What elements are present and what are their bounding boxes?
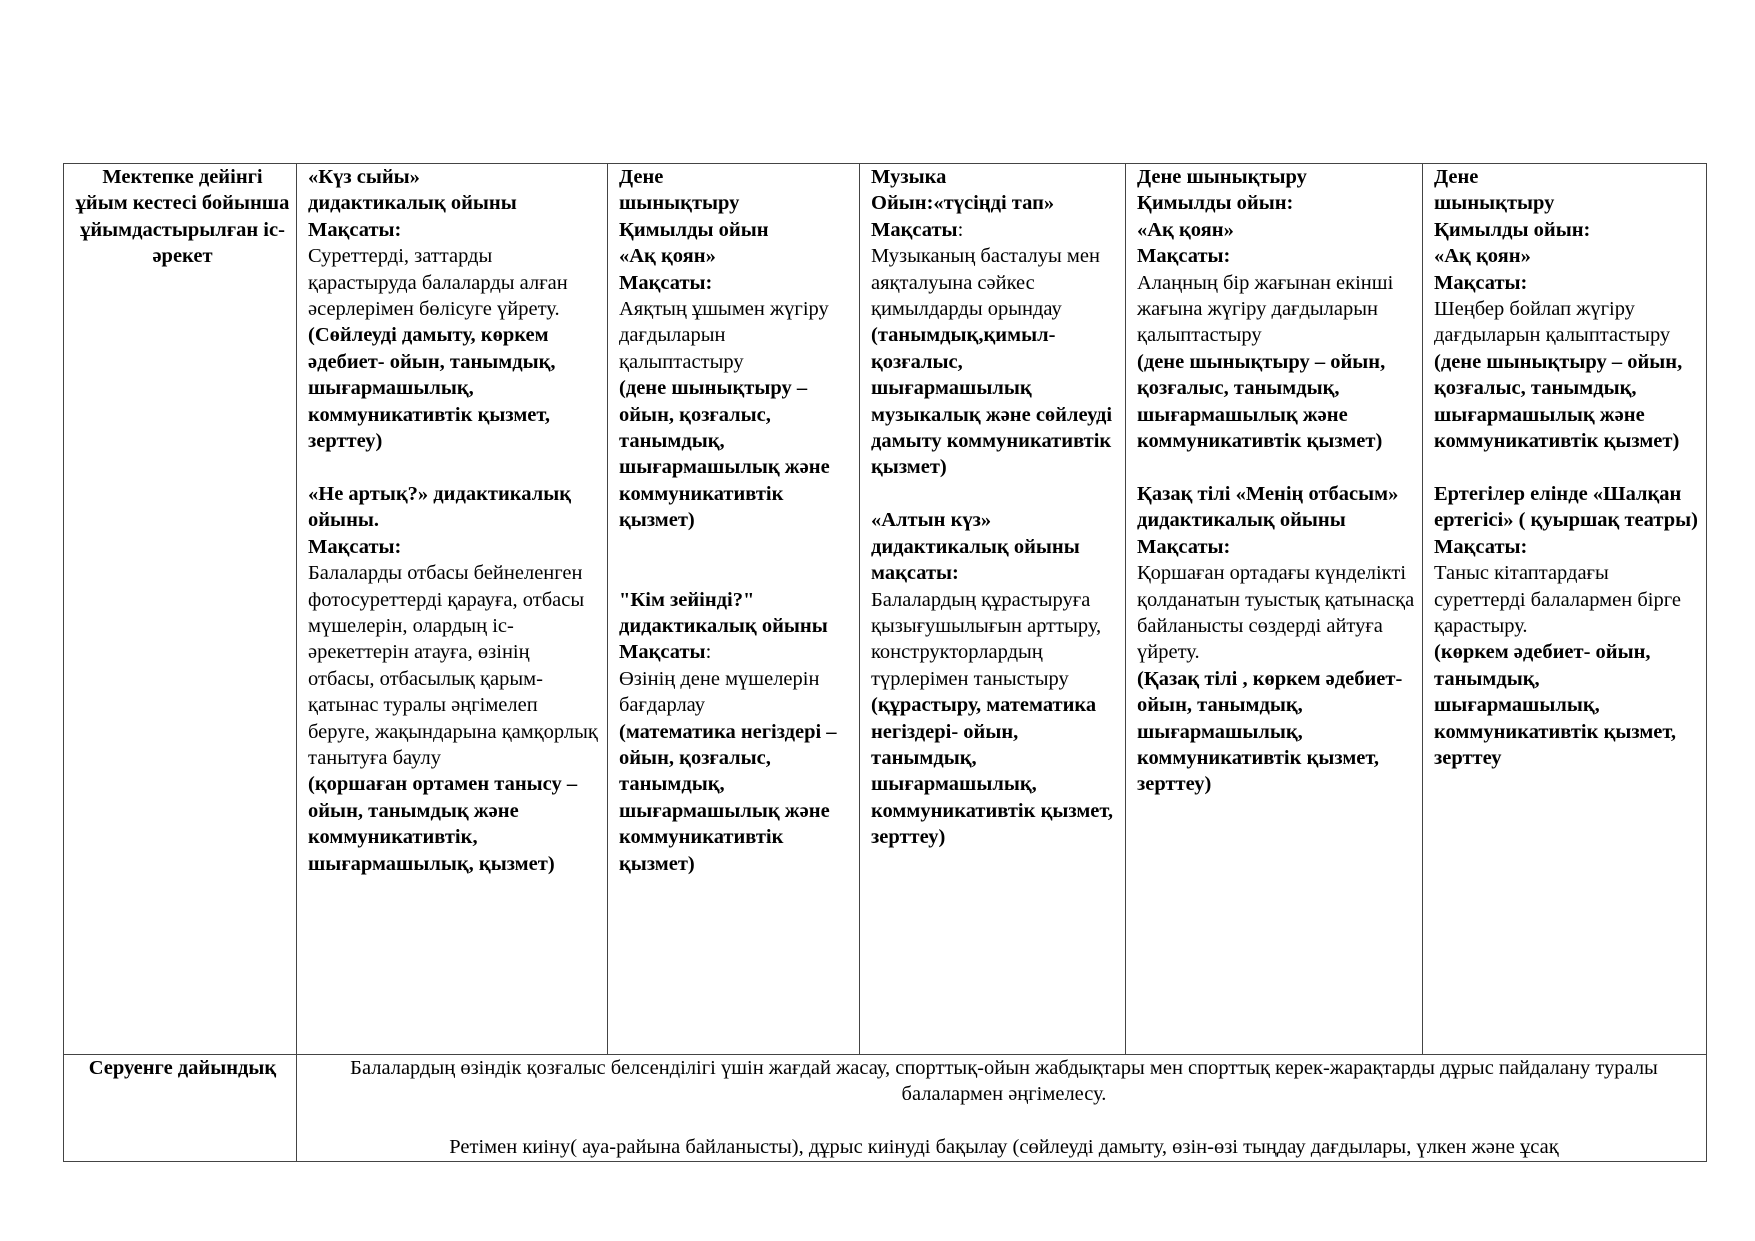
cell-text-segment: Дене шынықтыру Қимылды ойын: «Ақ қоян» Мақсаты:	[1434, 166, 1591, 294]
cell-text-segment: (математика негіздері – ойын, қозғалыс, танымдық, шығармашылық және коммуникативтік қызмет)	[619, 720, 837, 875]
cell-text-segment: Алаңның бір жағынан екінші жағына жүгіру дағдыларын қалыптастыру	[1137, 271, 1394, 347]
cell-text-segment: Балаларды отбасы бейнеленген фотосуреттерді қарауға, отбасы мүшелерін, олардың іс-әрекеттерін атауға, өзінің отбасы, отбасылық қарым- қатынас туралы әңгімелеп беруге, жақындарына қамқорлық танытуға баулу	[308, 562, 598, 769]
cell-text-segment: (Қазақ тілі , көркем әдебиет- ойын, танымдық, шығармашылық, коммуникативтік қызмет, зерттеу)	[1137, 667, 1403, 796]
cell-text-segment: Аяқтың ұшымен жүгіру дағдыларын қалыптастыру	[619, 298, 829, 373]
day-cell-3	[860, 164, 1126, 1055]
cell-text-segment: (көркем әдебиет- ойын, танымдық, шығармашылық, коммуникативтік қызмет, зерттеу	[1434, 641, 1677, 769]
cell-text-segment: Музыка Ойын:«түсіңді тап» Мақсаты	[871, 166, 1055, 241]
day-cell-5	[1423, 164, 1707, 1055]
cell-text-segment: Суреттерді, заттарды қарастыруда балаларды алған әсерлерімен бөлісуге үйрету.	[308, 245, 568, 321]
cell-text-segment: (дене шынықтыру – ойын, қозғалыс, танымдық, шығармашылық және коммуникативтік қызмет) "Кім зейінді?" дидактикалық ойыны Мақсаты	[619, 377, 830, 664]
cell-text-segment: Дене шынықтыру Қимылды ойын «Ақ қоян» Мақсаты:	[619, 166, 769, 294]
row-header-activity: Мектепке дейінгі ұйым кестесі бойынша ұйымдастырылған іс-әрекет	[64, 164, 297, 1055]
cell-text-segment: (Сөйлеуді дамыту, көркем әдебиет- ойын, танымдық, шығармашылық, коммуникативтік қызмет, зерттеу) «Не артық?» дидактикалық ойыны. Мақсаты:	[308, 324, 572, 558]
row-header-walk: Серуенге дайындық	[64, 1055, 297, 1162]
cell-text-segment: (қоршаған ортамен танысу – ойын, танымдық және коммуникативтік, шығармашылық, қызмет)	[308, 773, 578, 875]
cell-text-segment: Дене шынықтыру Қимылды ойын: «Ақ қоян» Мақсаты:	[1137, 166, 1307, 268]
cell-text-segment: Шеңбер бойлап жүгіру дағдыларын қалыптастыру	[1434, 298, 1671, 347]
cell-text-segment: : Музыканың басталуы мен аяқталуына сәйкес қимылдарды орындау	[871, 218, 1100, 321]
cell-text-segment: (құрастыру, математика негіздері- ойын, танымдық, шығармашылық, коммуникативтік қызмет, зерттеу)	[871, 694, 1114, 849]
cell-text-segment: (дене шынықтыру – ойын, қозғалыс, танымдық, шығармашылық және коммуникативтік қызмет) Ертегілер елінде «Шалқан ертегісі» ( қуыршақ театры) Мақсаты:	[1434, 350, 1698, 558]
walk-preparation-row	[64, 1055, 1707, 1162]
walk-preparation-text: Балалардың өзіндік қозғалыс белсенділігі үшін жағдай жасау, спорттық-ойын жабдықтары мен спорттық керек-жарақтарды дұрыс пайдалану туралы балалармен әңгімелесу. Ретімен киіну( ауа-райына байланысты), дұрыс киінуді бақылау (сөйлеуді дамыту, өзін-өзі тыңдау дағдылары, үлкен және ұсақ	[350, 1057, 1658, 1159]
cell-text-segment: Таныс кітаптардағы суреттерді балалармен бірге қарастыру.	[1434, 562, 1681, 637]
cell-text-segment: Қоршаған ортадағы күнделікті қолданатын туыстық қатынасқа байланысты сөздерді айтуға үйрету.	[1137, 562, 1415, 664]
activity-row	[64, 164, 1707, 1055]
cell-text-segment: (танымдық,қимыл-қозғалыс, шығармашылық музыкалық және сөйлеуді дамыту коммуникативтік қызмет) «Алтын күз» дидактикалық ойыны мақсаты:	[871, 324, 1113, 585]
cell-text-segment: Балалардың құрастыруға қызығушылығын арттыру, конструкторлардың түрлерімен таныстыру	[871, 588, 1102, 690]
cell-text-segment: «Күз сыйы» дидактикалық ойыны Мақсаты:	[308, 166, 517, 241]
cell-text-segment: (дене шынықтыру – ойын, қозғалыс, танымдық, шығармашылық және коммуникативтік қызмет) Қазақ тілі «Менің отбасым» дидактикалық ойыны Мақсаты:	[1137, 350, 1399, 558]
day-cell-4	[1126, 164, 1423, 1055]
cell-text-segment: : Өзінің дене мүшелерін бағдарлау	[619, 641, 820, 717]
day-cell-1	[297, 164, 608, 1055]
walk-preparation-cell	[297, 1055, 1707, 1162]
schedule-table	[63, 163, 1707, 1162]
day-cell-2	[608, 164, 860, 1055]
